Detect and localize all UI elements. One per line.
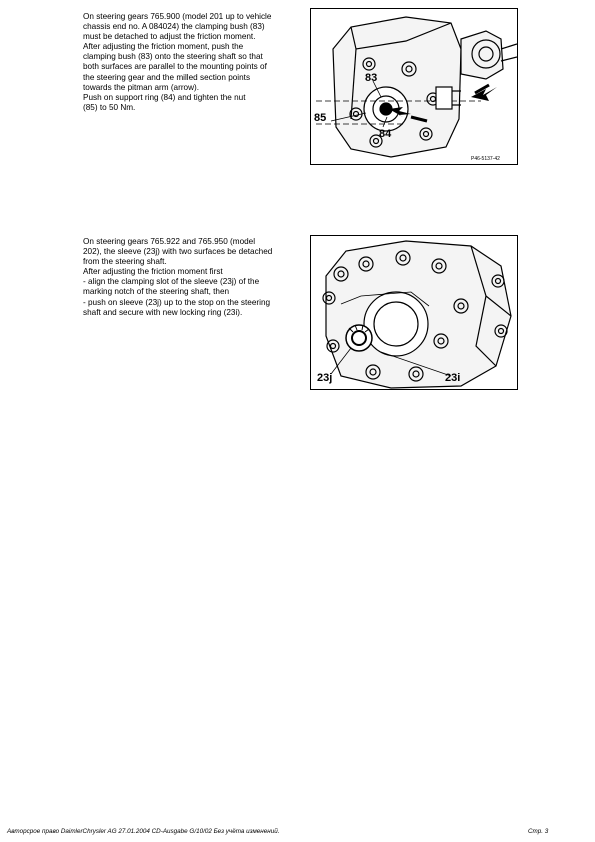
steering-gear-sleeve-drawing [311,236,517,389]
instruction-line: clamping bush (83) onto the steering shaft so that [83,52,263,62]
label-85: 85 [314,112,327,124]
copyright-footer: Авторсрое право DaimlerChrysler AG 27.01.2004 CD-Ausgabe G/10/02 Без учёта изменений. [7,828,280,835]
instruction-line: (85) to 50 Nm. [83,102,136,112]
instruction-line: On steering gears 765.900 (model 201 up to vehicle [83,12,272,21]
label-23j: 23j [317,372,333,384]
instruction-line: chassis end no. A 084024) the clamping bush (83) [83,22,265,32]
instruction-line: the steering gear and the milled section points [83,72,251,82]
instruction-line: - push on sleeve (23j) up to the stop on the steering [83,297,271,307]
instruction-line: marking notch of the steering shaft, then [83,287,230,297]
instruction-line: both surfaces are parallel to the mounting points of [83,62,267,72]
instruction-line: towards the pitman arm (arrow). [83,82,200,92]
instruction-line: shaft and secure with new locking ring (23i). [83,307,243,317]
instruction-line: 202), the sleeve (23j) with two surfaces be detached [83,247,273,257]
instruction-line: After adjusting the friction moment first [83,267,223,277]
instruction-line: from the steering shaft. [83,257,167,267]
instruction-line: After adjusting the friction moment, push the [83,42,244,52]
label-83: 83 [365,72,378,84]
figure-code: P46-5137-42 [471,156,500,162]
instruction-block-1 [83,12,298,113]
page-number: Стр. 3 [528,828,549,835]
steering-gear-clamping-bush-illustration [310,8,518,165]
label-23i: 23i [445,372,461,384]
label-84: 84 [379,128,392,140]
instruction-block-2 [83,237,298,318]
steering-gear-drawing [311,9,517,164]
steering-gear-sleeve-illustration [310,235,518,390]
instruction-line: must be detached to adjust the friction moment. [83,32,256,42]
instruction-line: Push on support ring (84) and tighten the nut [83,92,246,102]
instruction-line: - align the clamping slot of the sleeve (23j) of the [83,277,260,287]
instruction-line: On steering gears 765.922 and 765.950 (model [83,237,256,246]
